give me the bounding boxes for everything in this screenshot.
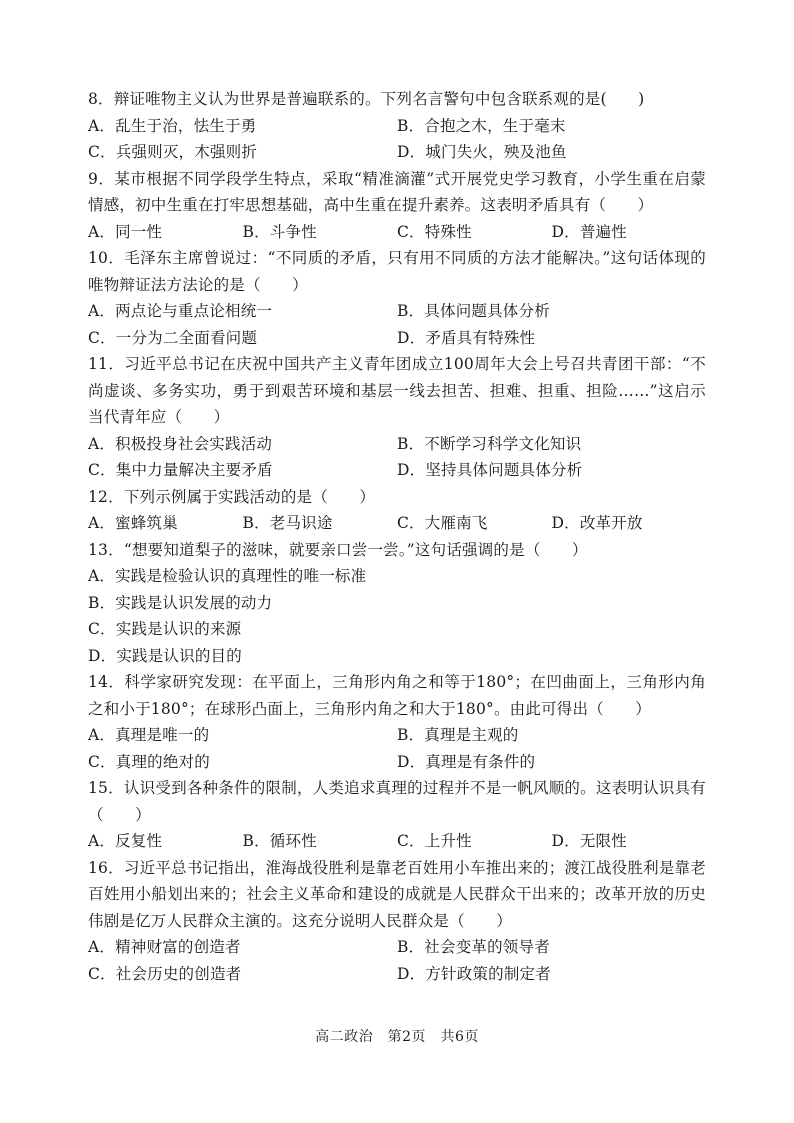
- option-a: A．真理是唯一的: [88, 726, 210, 744]
- page-footer: 高二政治 第2页 共6页: [315, 1029, 479, 1045]
- options: [88, 298, 706, 351]
- option-b: B．不断学习科学文化知识: [397, 434, 582, 453]
- options: [88, 113, 706, 166]
- question-stem: 9．某市根据不同学段学生特点，采取“精准滴灌”式开展党史学习教育，小学生重在启蒙情感，初中生重在打牢思想基础，高中生重在提升素养。这表明矛盾具有（ ）: [88, 169, 706, 214]
- option-d: D．无限性: [551, 832, 627, 850]
- option-a: A．反复性: [88, 832, 163, 850]
- option-c: C．真理的绝对的: [88, 752, 210, 771]
- question-15: [88, 775, 706, 855]
- option-c: C．上升性: [397, 832, 472, 850]
- option-c: C．社会历史的创造者: [88, 964, 242, 983]
- question-11: [88, 351, 706, 484]
- option-d: D．真理是有条件的: [397, 752, 536, 771]
- option-c: C．集中力量解决主要矛盾: [88, 461, 273, 479]
- question-stem: 16．习近平总书记指出，淮海战役胜利是靠老百姓用小车推出来的；渡江战役胜利是靠老百姓用小船划出来的；社会主义革命和建设的成就是人民群众干出来的；改革开放的历史伟剧是亿万人民群众主演的。这充分说明人民群众是（ ）: [88, 858, 706, 930]
- question-12: [88, 484, 706, 537]
- option-b: B．具体问题具体分析: [397, 302, 550, 320]
- option-d: D．方针政策的制定者: [397, 964, 551, 983]
- option-a: A．实践是检验认识的真理性的唯一标准: [88, 567, 367, 585]
- question-stem: 15．认识受到各种条件的限制，人类追求真理的过程并不是一帆风顺的。这表明认识具有（ ）: [88, 779, 706, 824]
- option-d: D．普遍性: [551, 222, 627, 241]
- option-b: B．斗争性: [242, 222, 317, 241]
- option-d: D．城门失火，殃及池鱼: [397, 143, 567, 161]
- options: [88, 219, 706, 246]
- question-stem: 13．“想要知道梨子的滋味，就要亲口尝一尝。”这句话强调的是（ ）: [88, 540, 588, 559]
- question-14: [88, 669, 706, 775]
- options: [88, 934, 706, 987]
- options: [88, 722, 706, 775]
- option-a: A．两点论与重点论相统一: [88, 302, 273, 320]
- option-b: B．老马识途: [242, 514, 333, 532]
- question-13: [88, 537, 706, 670]
- option-b: B．实践是认识发展的动力: [88, 593, 273, 612]
- option-a: A．积极投身社会实践活动: [88, 434, 273, 453]
- options: [88, 828, 706, 855]
- options: [88, 431, 706, 484]
- option-a: A．蜜蜂筑巢: [88, 514, 178, 532]
- option-d: D．实践是认识的目的: [88, 646, 242, 665]
- options: [88, 563, 706, 669]
- question-8: [88, 86, 706, 166]
- question-16: [88, 855, 706, 988]
- option-d: D．坚持具体问题具体分析: [397, 461, 583, 479]
- option-d: D．改革开放: [551, 514, 643, 532]
- question-stem: 8．辩证唯物主义认为世界是普遍联系的。下列名言警句中包含联系观的是( ): [88, 90, 645, 108]
- question-9: [88, 166, 706, 246]
- option-c: C．大雁南飞: [397, 514, 488, 532]
- question-stem: 11．习近平总书记在庆祝中国共产主义青年团成立100周年大会上号召共青团干部：“不尚虚谈、多务实功，勇于到艰苦环境和基层一线去担苦、担难、担重、担险……”这启示当代青年应（ ）: [88, 355, 706, 426]
- option-c: C．兵强则灭，木强则折: [88, 143, 258, 161]
- option-b: B．真理是主观的: [397, 726, 519, 744]
- option-c: C．一分为二全面看问题: [88, 328, 258, 347]
- options: [88, 510, 706, 537]
- option-c: C．特殊性: [397, 222, 472, 241]
- option-c: C．实践是认识的来源: [88, 620, 242, 638]
- option-b: B．社会变革的领导者: [397, 938, 550, 956]
- option-b: B．合抱之木，生于毫末: [397, 116, 566, 135]
- option-a: A．精神财富的创造者: [88, 938, 241, 956]
- option-d: D．矛盾具有特殊性: [397, 328, 536, 347]
- question-stem: 14．科学家研究发现：在平面上，三角形内角之和等于180°；在凹曲面上，三角形内角之和小于180°；在球形凸面上，三角形内角之和大于180°。由此可得出（ ）: [88, 673, 706, 718]
- question-list: [88, 86, 706, 987]
- option-b: B．循环性: [242, 832, 317, 850]
- option-a: A．乱生于治，怯生于勇: [88, 116, 257, 135]
- question-10: [88, 245, 706, 351]
- question-stem: 12．下列示例属于实践活动的是（ ）: [88, 487, 376, 506]
- option-a: A．同一性: [88, 222, 163, 241]
- question-stem: 10．毛泽东主席曾说过：“不同质的矛盾，只有用不同质的方法才能解决。”这句话体现的唯物辩证法方法论的是（ ）: [88, 249, 706, 294]
